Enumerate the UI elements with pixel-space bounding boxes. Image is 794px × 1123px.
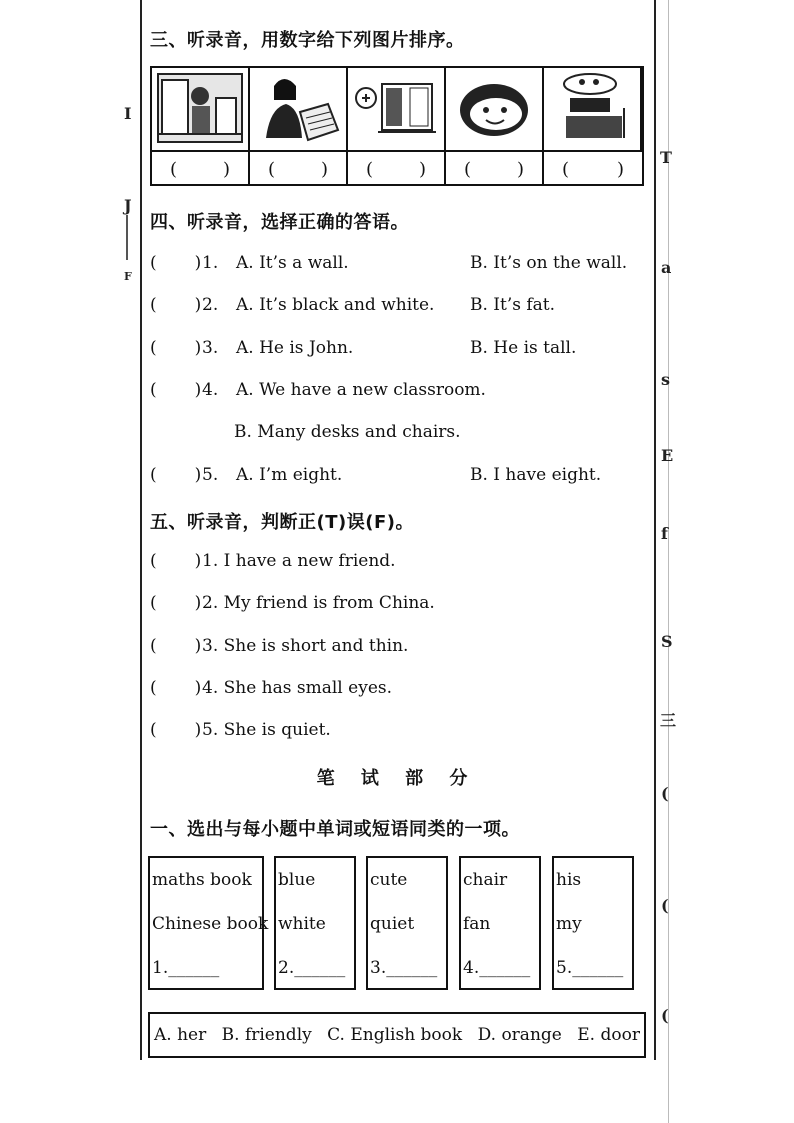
answer-blank[interactable]: ( ) xyxy=(150,253,202,273)
tf-row xyxy=(150,593,435,613)
answer-blank[interactable]: ( ) xyxy=(150,380,202,400)
order-blank-5[interactable]: ( ) xyxy=(562,158,624,180)
question-row xyxy=(150,295,555,315)
right-margin-char: a xyxy=(661,258,672,277)
section4-heading: 四、听录音，选择正确的答语。 xyxy=(150,212,409,233)
word-box-4 xyxy=(459,856,541,990)
left-margin-mark xyxy=(126,215,128,260)
right-margin-char: ( xyxy=(661,896,669,915)
picture-cell-1 xyxy=(152,68,250,150)
word: fan xyxy=(463,914,491,934)
option-b: B. It’s on the wall. xyxy=(470,253,628,273)
picture-cell-4 xyxy=(446,68,544,150)
option-item: C. English book xyxy=(327,1025,463,1045)
option-b: B. I have eight. xyxy=(470,465,602,485)
word: Chinese book xyxy=(152,914,269,934)
left-margin-char: I xyxy=(124,104,132,123)
picture-cell-2 xyxy=(250,68,348,150)
right-page-edge xyxy=(668,0,669,1123)
answer-blank[interactable]: ( ) xyxy=(150,295,202,315)
answer-blank[interactable]: ( ) xyxy=(150,465,202,485)
right-margin-char: ( xyxy=(661,1006,669,1025)
classroom-board-picture xyxy=(348,68,444,148)
tf-row xyxy=(150,551,396,571)
picture-cell-3 xyxy=(348,68,446,150)
question-row xyxy=(150,253,627,273)
boy-at-window-picture xyxy=(152,68,248,148)
answer-blank[interactable]: ( ) xyxy=(150,338,202,358)
left-margin-rule xyxy=(140,0,142,1060)
tf-row xyxy=(150,636,408,656)
picture-cell-5 xyxy=(544,68,642,150)
option-a: A. He is John. xyxy=(236,338,354,358)
order-blank-3[interactable]: ( ) xyxy=(348,152,446,186)
question-number: 4. xyxy=(202,380,219,400)
desk-lamp-picture xyxy=(544,68,640,148)
statement: 3. She is short and thin. xyxy=(202,636,409,656)
right-margin-char: s xyxy=(661,370,671,389)
girl-with-books-picture xyxy=(250,68,346,148)
option-item: B. friendly xyxy=(221,1025,312,1045)
ordering-blanks-row xyxy=(152,150,642,186)
question-row xyxy=(150,338,576,358)
option-b: B. It’s fat. xyxy=(470,295,556,315)
question-number: 1. xyxy=(202,253,219,273)
answer-line[interactable]: 5.______ xyxy=(556,958,624,978)
statement: 1. I have a new friend. xyxy=(202,551,396,571)
word: blue xyxy=(278,870,316,890)
right-margin-char: E xyxy=(661,446,674,465)
option-a: A. We have a new classroom. xyxy=(236,380,486,400)
word: his xyxy=(556,870,582,890)
word: quiet xyxy=(370,914,415,934)
statement: 2. My friend is from China. xyxy=(202,593,435,613)
answer-blank[interactable]: ( ) xyxy=(150,720,202,740)
question-number: 2. xyxy=(202,295,219,315)
options-box xyxy=(148,1012,646,1058)
tf-row xyxy=(150,720,331,740)
word: cute xyxy=(370,870,408,890)
answer-line[interactable]: 4.______ xyxy=(463,958,531,978)
word: maths book xyxy=(152,870,252,890)
question-number: 3. xyxy=(202,338,219,358)
left-margin-char: J xyxy=(124,196,132,215)
option-a: A. It’s black and white. xyxy=(236,295,435,315)
option-a: A. It’s a wall. xyxy=(236,253,349,273)
order-blank-2[interactable]: ( ) xyxy=(250,152,348,186)
statement: 4. She has small eyes. xyxy=(202,678,393,698)
answer-line[interactable]: 3.______ xyxy=(370,958,438,978)
answer-blank[interactable]: ( ) xyxy=(150,678,202,698)
right-margin-char: 三 xyxy=(660,711,677,730)
order-blank-1[interactable]: ( ) xyxy=(152,152,250,186)
right-margin-rule xyxy=(654,0,656,1060)
right-margin-char: S xyxy=(661,632,673,651)
option-b-line xyxy=(234,422,461,442)
answer-line[interactable]: 1.______ xyxy=(152,958,220,978)
word-box-3 xyxy=(366,856,448,990)
answer-blank[interactable]: ( ) xyxy=(150,593,202,613)
picture-ordering-table xyxy=(150,66,644,186)
tf-row xyxy=(150,678,392,698)
left-margin-char: F xyxy=(124,270,132,283)
word-box-5 xyxy=(552,856,634,990)
answer-blank[interactable]: ( ) xyxy=(150,636,202,656)
option-b: B. He is tall. xyxy=(470,338,577,358)
word-box-1 xyxy=(148,856,269,990)
option-b: B. Many desks and chairs. xyxy=(234,422,461,442)
option-a: A. I’m eight. xyxy=(236,465,343,485)
section3-heading: 三、听录音，用数字给下列图片排序。 xyxy=(150,30,465,51)
option-item: D. orange xyxy=(477,1025,562,1045)
right-margin-char: ( xyxy=(661,784,669,803)
section5-heading: 五、听录音，判断正(T)误(F)。 xyxy=(150,512,414,533)
answer-line[interactable]: 2.______ xyxy=(278,958,346,978)
word-box-2 xyxy=(274,856,356,990)
answer-blank[interactable]: ( ) xyxy=(150,551,202,571)
word: chair xyxy=(463,870,508,890)
word: my xyxy=(556,914,582,934)
statement: 5. She is quiet. xyxy=(202,720,331,740)
question-row xyxy=(150,465,601,485)
right-margin-char: T xyxy=(660,148,672,167)
right-margin-char: f xyxy=(661,524,668,543)
written-part-title: 笔 试 部 分 xyxy=(316,768,478,789)
question-number: 5. xyxy=(202,465,219,485)
order-blank-4[interactable]: ( ) xyxy=(446,152,544,186)
question-row xyxy=(150,380,486,400)
word: white xyxy=(278,914,326,934)
face-picture xyxy=(446,68,542,148)
written1-heading: 一、选出与每小题中单词或短语同类的一项。 xyxy=(150,819,520,840)
option-item: A. her xyxy=(154,1025,207,1045)
option-item: E. door xyxy=(577,1025,640,1045)
